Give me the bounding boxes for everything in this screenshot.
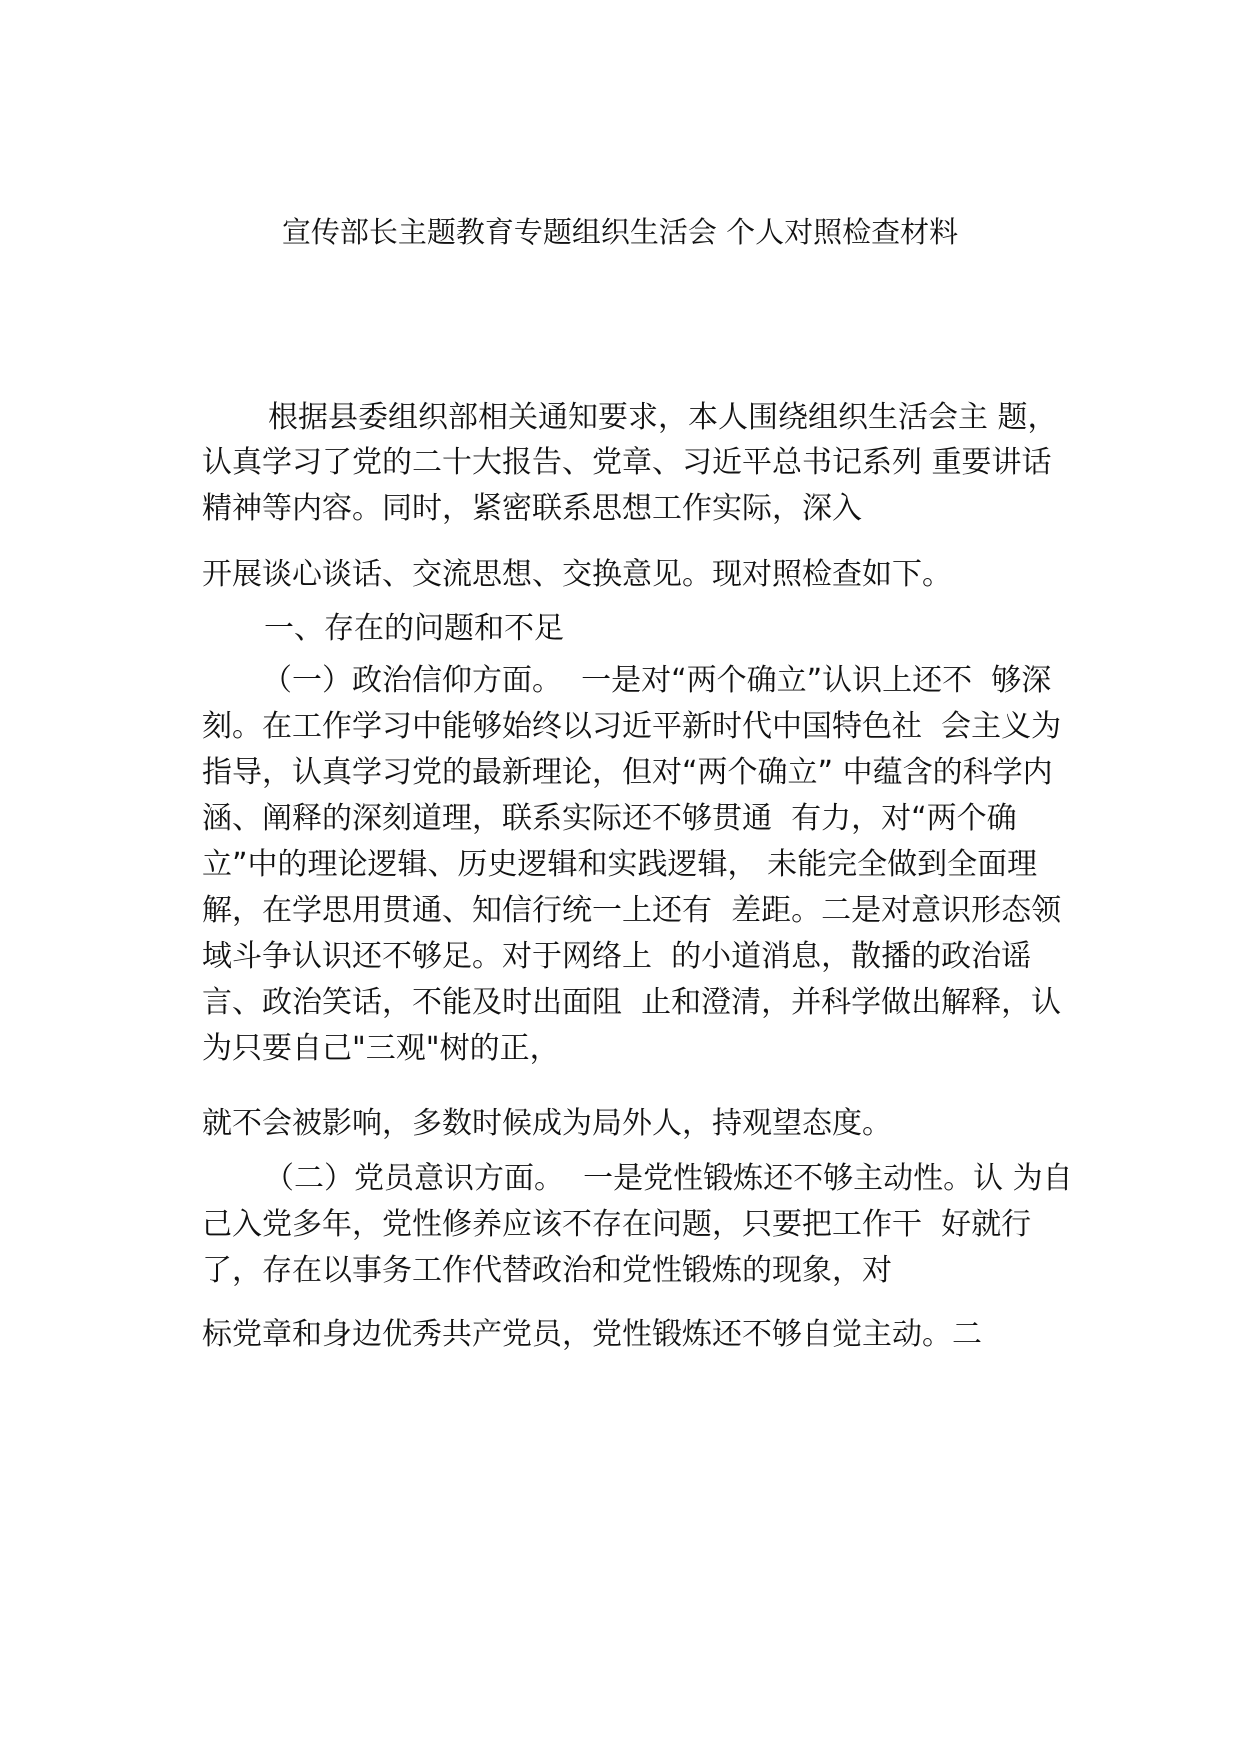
paragraph-line: 言、政治笑话，不能及时出面阻 止和澄清，并科学做出解释，认 [202,985,1062,1020]
paragraph-line: 认真学习了党的二十大报告、党章、习近平总书记系列 重要讲话 [202,445,1052,480]
paragraph-line: （二）党员意识方面。 一是党性锻炼还不够主动性。认 为自 [264,1161,1073,1196]
paragraph-line: 己入党多年，党性修养应该不存在问题，只要把工作干 好就行 [202,1207,1032,1242]
paragraph-line: 指导，认真学习党的最新理论，但对“两个确立” 中蕴含的科学内 [202,755,1053,790]
paragraph-line: 就不会被影响，多数时候成为局外人，持观望态度。 [202,1106,892,1141]
paragraph-line: 立”中的理论逻辑、历史逻辑和实践逻辑， 未能完全做到全面理 [202,847,1038,882]
paragraph-line: 开展谈心谈话、交流思想、交换意见。现对照检查如下。 [202,557,952,592]
paragraph-line: （一）政治信仰方面。 一是对“两个确立”认识上还不 够深 [262,663,1052,698]
document-title: 宣传部长主题教育专题组织生活会 个人对照检查材料 [281,215,959,249]
paragraph-line: 刻。在工作学习中能够始终以习近平新时代中国特色社 会主义为 [202,709,1062,744]
paragraph-line: 为只要自己"三观"树的正， [202,1031,560,1066]
section-heading: 一、存在的问题和不足 [264,611,564,646]
paragraph-line: 标党章和身边优秀共产党员，党性锻炼还不够自觉主动。二 [202,1317,982,1352]
paragraph-line: 精神等内容。同时，紧密联系思想工作实际，深入 [202,491,862,526]
paragraph-line: 域斗争认识还不够足。对于网络上 的小道消息，散播的政治谣 [202,939,1032,974]
paragraph-line: 根据县委组织部相关通知要求，本人围绕组织生活会主 题， [268,400,1058,435]
paragraph-line: 涵、阐释的深刻道理，联系实际还不够贯通 有力，对“两个确 [202,801,1017,836]
paragraph-line: 了，存在以事务工作代替政治和党性锻炼的现象，对 [202,1253,892,1288]
paragraph-line: 解，在学思用贯通、知信行统一上还有 差距。二是对意识形态领 [202,893,1062,928]
